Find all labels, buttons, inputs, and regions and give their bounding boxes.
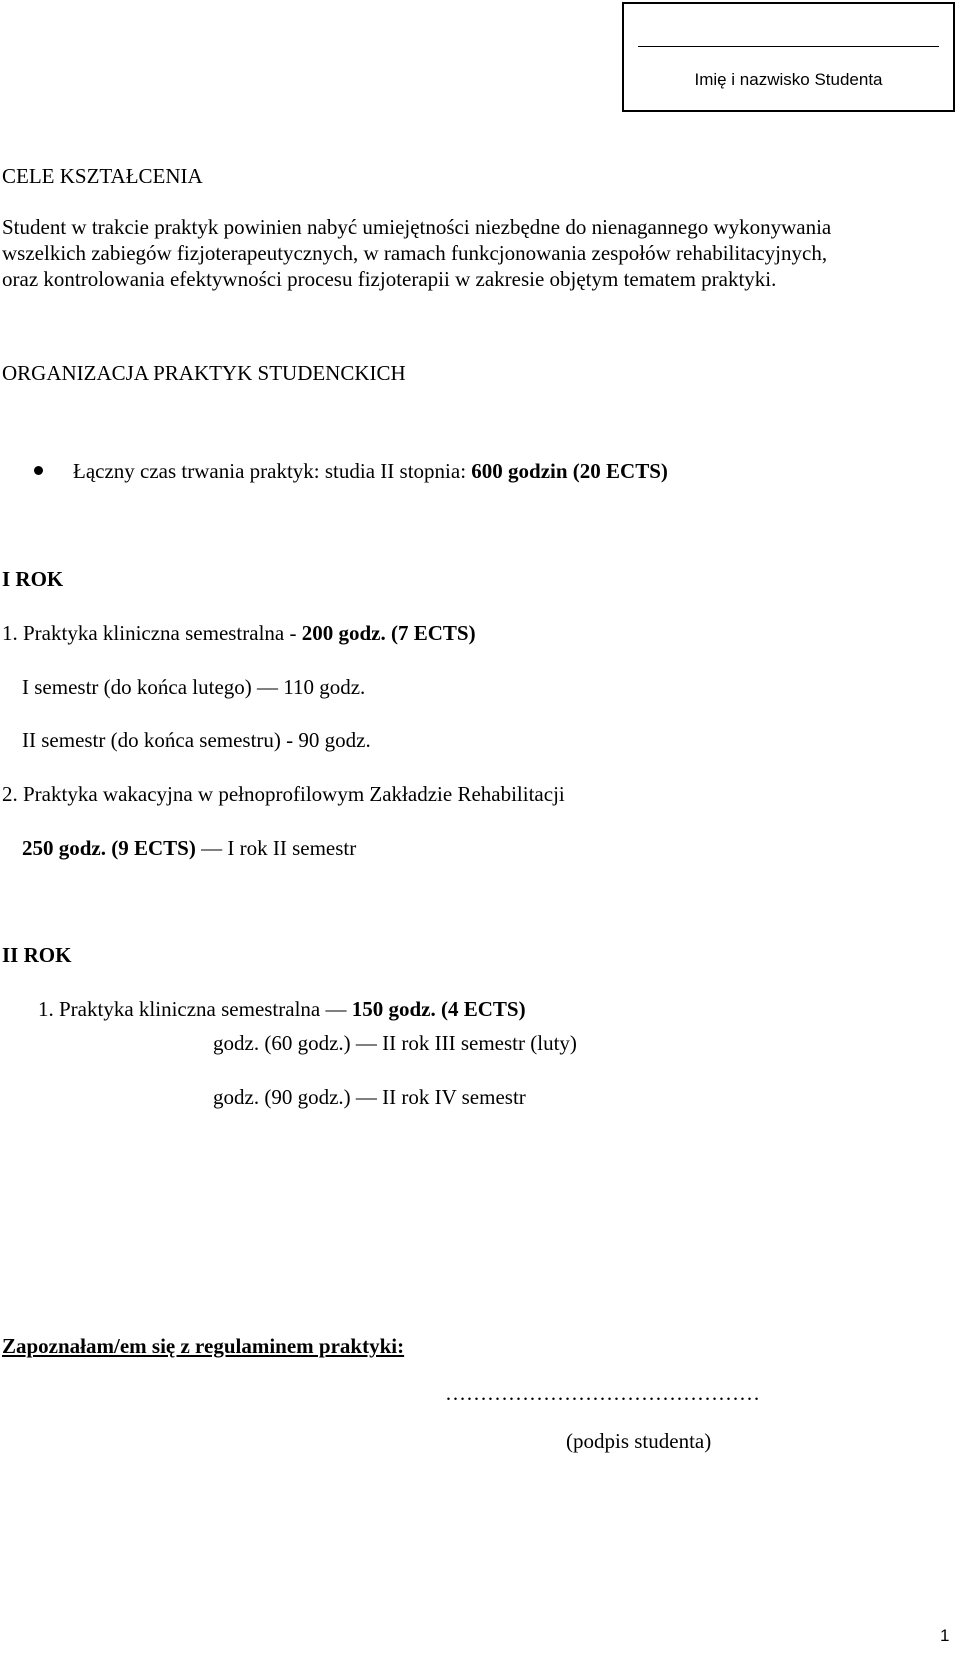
rok2-sub-1: godz. (60 godz.) — II rok III semestr (luty) <box>213 1031 577 1055</box>
rok1-semester-1: I semestr (do końca lutego) — 110 godz. <box>22 675 366 699</box>
cele-paragraph-line-3: oraz kontrolowania efektywności procesu fizjoterapii w zakresie objętym tematem praktyki. <box>2 267 777 291</box>
rok1-item-2: 2. Praktyka wakacyjna w pełnoprofilowym Zakładzie Rehabilitacji <box>2 782 565 806</box>
rok1-item-2-semester: — I rok II semestr <box>195 836 357 860</box>
signature-dotted-line: ……………………………………… <box>445 1381 760 1405</box>
heading-organizacja-praktyk: ORGANIZACJA PRAKTYK STUDENCKICH <box>2 361 406 385</box>
cele-paragraph-line-1: Student w trakcie praktyk powinien nabyć umiejętności niezbędne do nienagannego wykonywania <box>2 215 832 239</box>
rok2-item-1-hours: 150 godz. (4 ECTS) <box>351 997 526 1021</box>
rok1-item-1-text: 1. Praktyka kliniczna semestralna - <box>2 621 302 645</box>
student-name-label: Imię i nazwisko Studenta <box>694 70 883 89</box>
cele-paragraph-line-2: wszelkich zabiegów fizjoterapeutycznych, w ramach funkcjonowania zespołów rehabilitacyjnych, <box>2 241 828 265</box>
total-duration-hours: 600 godzin (20 ECTS) <box>471 459 668 483</box>
page-number: 1 <box>940 1626 950 1645</box>
total-duration-line <box>73 458 668 484</box>
heading-ii-rok: II ROK <box>2 943 72 967</box>
rok1-item-1-hours: 200 godz. (7 ECTS) <box>301 621 476 645</box>
heading-i-rok: I ROK <box>2 567 64 591</box>
rok1-item-1 <box>2 620 476 646</box>
signature-label: (podpis studenta) <box>566 1429 712 1453</box>
rok1-item-2-hours: 250 godz. (9 ECTS) <box>22 836 196 860</box>
heading-cele-ksztalcenia: CELE KSZTAŁCENIA <box>2 164 203 188</box>
rok2-item-1 <box>38 996 526 1022</box>
rok1-semester-2: II semestr (do końca semestru) - 90 godz. <box>22 728 371 752</box>
student-name-box <box>622 2 955 112</box>
name-signature-line <box>638 46 939 47</box>
rok1-item-2-detail <box>22 835 356 861</box>
rok2-sub-2: godz. (90 godz.) — II rok IV semestr <box>213 1085 526 1109</box>
bullet-icon <box>34 466 43 475</box>
total-duration-text: Łączny czas trwania praktyk: studia II stopnia: <box>73 459 472 483</box>
rok2-item-1-text: 1. Praktyka kliniczna semestralna — <box>38 997 352 1021</box>
regulamin-acknowledgement: Zapoznałam/em się z regulaminem praktyki: <box>2 1334 405 1358</box>
